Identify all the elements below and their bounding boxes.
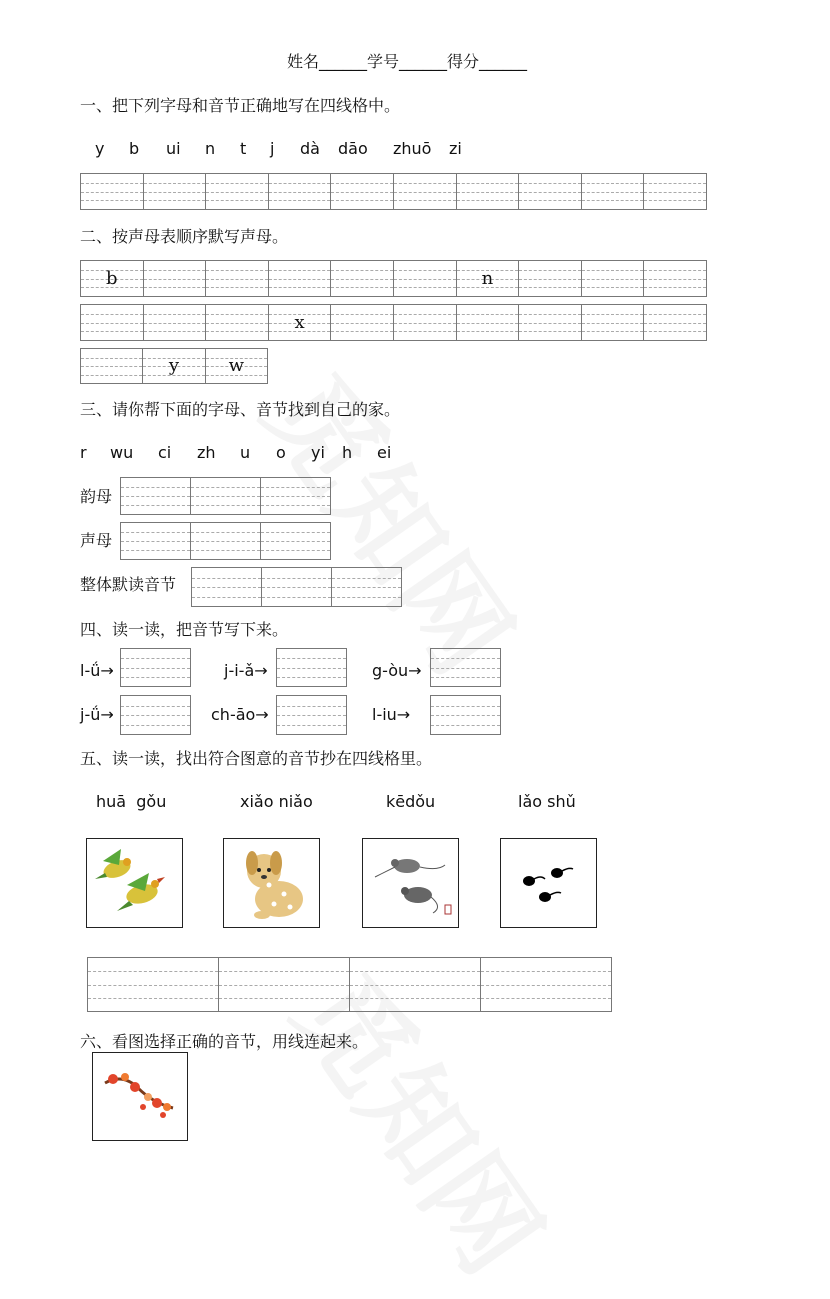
grid-cell[interactable] [457,174,520,209]
grid-cell[interactable] [88,958,219,1011]
consonant: x [294,311,305,333]
consonant: b [106,267,118,289]
section-3-title: 三、请你帮下面的字母、音节找到自己的家。 [80,400,401,419]
grid-cell[interactable] [582,305,645,340]
item: ui [166,139,181,158]
grid-cell[interactable] [191,478,261,514]
item: dà [300,139,320,158]
plum-blossom-picture [92,1052,188,1141]
four-line-grid-5[interactable] [87,957,612,1012]
grid-cell[interactable] [269,305,332,340]
grid-cell[interactable] [262,568,332,606]
grid-cell[interactable] [519,174,582,209]
section-4-title: 四、读一读，把音节写下来。 [80,620,289,639]
spell-prompt: g-òu→ [372,661,422,680]
grid-cell[interactable] [350,958,481,1011]
consonant: y [168,355,180,377]
grid-cell[interactable] [331,174,394,209]
grid-cell[interactable] [144,174,207,209]
section-1-items [80,139,720,161]
grid-cell[interactable] [191,523,261,559]
grid-cell[interactable] [519,305,582,340]
grid-cell[interactable] [206,261,269,296]
item: zh [197,443,216,462]
section-3-items [80,443,480,465]
grid-cell[interactable] [582,174,645,209]
grid-cell[interactable] [192,568,262,606]
item: n [205,139,216,158]
grid-cell[interactable] [81,305,144,340]
four-line-grid-2c[interactable] [80,348,268,384]
mice-picture [362,838,459,928]
grid-cell[interactable] [431,649,500,686]
grid-cell[interactable] [121,649,190,686]
grid-cell[interactable] [277,696,346,734]
grid-cell[interactable] [144,305,207,340]
item: zi [449,139,462,158]
grid-cell[interactable] [332,568,401,606]
student-info-line: 姓名______学号______得分______ [287,52,528,71]
answer-grid[interactable] [120,648,191,687]
grid-cell[interactable] [644,174,706,209]
grid-cell[interactable] [81,261,144,296]
grid-cell[interactable] [457,261,520,296]
grid-cell[interactable] [331,305,394,340]
section-1-title: 一、把下列字母和音节正确地写在四线格中。 [80,96,401,115]
grid-cell[interactable] [394,261,457,296]
grid-cell[interactable] [431,696,500,734]
grid-cell[interactable] [206,174,269,209]
pinyin-word: huā gǒu [96,792,167,811]
section-5-title: 五、读一读，找出符合图意的音节抄在四线格里。 [80,749,433,768]
grid-cell[interactable] [206,305,269,340]
item: b [129,139,140,158]
spell-prompt: j-i-ǎ→ [224,661,268,680]
item: o [276,443,286,462]
grid-cell[interactable] [121,696,190,734]
grid-cell[interactable] [269,174,332,209]
grid-whole-syllables[interactable] [191,567,402,607]
grid-cell[interactable] [121,478,191,514]
grid-cell[interactable] [144,261,207,296]
answer-grid[interactable] [430,695,501,735]
grid-cell[interactable] [457,305,520,340]
grid-cell[interactable] [206,349,267,383]
item: ci [158,443,172,462]
label-whole-syllables: 整体默读音节 [80,575,177,594]
label-finals: 韵母 [80,487,113,506]
section-6-title: 六、看图选择正确的音节，用线连起来。 [80,1032,369,1051]
watermark [236,339,555,700]
item: y [95,139,105,158]
pinyin-word: kēdǒu [386,792,436,811]
four-line-grid-2a[interactable] [80,260,707,297]
grid-cell[interactable] [269,261,332,296]
four-line-grid-2b[interactable] [80,304,707,341]
pinyin-word: xiǎo niǎo [240,792,313,811]
spell-prompt: l-iu→ [372,705,411,724]
section-2-title: 二、按声母表顺序默写声母。 [80,227,289,246]
grid-cell[interactable] [519,261,582,296]
item: ei [377,443,392,462]
item: wu [110,443,134,462]
consonant: n [481,267,494,289]
four-line-grid-1[interactable] [80,173,707,210]
grid-finals[interactable] [120,477,331,515]
spell-prompt: ch-āo→ [211,705,269,724]
grid-cell[interactable] [219,958,350,1011]
tadpoles-picture [500,838,597,928]
grid-initials[interactable] [120,522,331,560]
grid-cell[interactable] [143,349,205,383]
item: yi [311,443,325,462]
item: r [80,443,87,462]
item: zhuō [393,139,432,158]
grid-cell[interactable] [261,478,330,514]
birds-picture [86,838,183,928]
grid-cell[interactable] [331,261,394,296]
grid-cell[interactable] [121,523,191,559]
grid-cell[interactable] [81,349,143,383]
label-initials: 声母 [80,531,113,550]
item: t [240,139,247,158]
item: u [240,443,251,462]
grid-cell[interactable] [81,174,144,209]
grid-cell[interactable] [644,261,706,296]
grid-cell[interactable] [582,261,645,296]
grid-cell[interactable] [394,305,457,340]
item: h [342,443,353,462]
answer-grid[interactable] [430,648,501,687]
grid-cell[interactable] [644,305,706,340]
grid-cell[interactable] [394,174,457,209]
spell-prompt: j-ǘ→ [80,705,114,724]
grid-cell[interactable] [277,649,346,686]
item: j [270,139,275,158]
answer-grid[interactable] [276,695,347,735]
grid-cell[interactable] [261,523,330,559]
answer-grid[interactable] [276,648,347,687]
grid-cell[interactable] [481,958,611,1011]
dog-picture [223,838,320,928]
answer-grid[interactable] [120,695,191,735]
pinyin-word: lǎo shǔ [518,792,576,811]
consonant: w [228,355,245,377]
spell-prompt: l-ǘ→ [80,661,114,680]
item: dāo [338,139,368,158]
